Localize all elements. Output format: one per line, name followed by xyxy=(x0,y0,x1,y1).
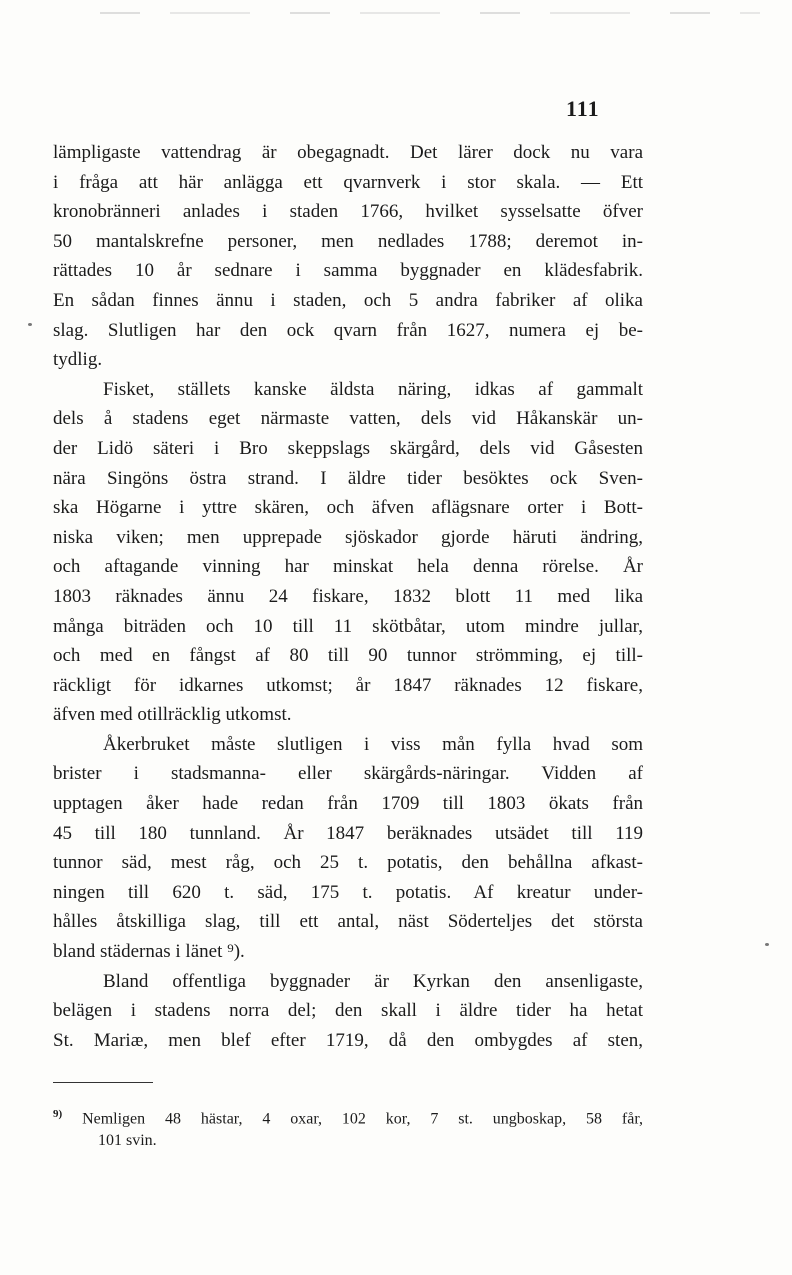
footnote-line xyxy=(53,1103,643,1130)
text-line: niska viken; men upprepade sjöskador gjorde häruti ändring, xyxy=(53,526,643,548)
text-line: hålles åtskilliga slag, till ett antal, näst Söderteljes det största xyxy=(53,911,643,933)
text-line: kronobränneri anlades i staden 1766, hvilket sysselsatte öfver xyxy=(53,201,643,223)
text-line: upptagen åker hade redan från 1709 till 1803 ökats från xyxy=(53,793,643,815)
text-line: dels å stadens eget närmaste vatten, dels vid Håkanskär un- xyxy=(53,408,643,430)
text-line: lämpligaste vattendrag är obegagnadt. Det lärer dock nu vara xyxy=(53,142,643,163)
text-line: tydlig. xyxy=(53,349,103,371)
paragraph-start-line: Åkerbruket måste slutligen i viss mån fylla hvad som xyxy=(103,733,643,755)
footnote-divider xyxy=(53,1082,153,1083)
text-line: St. Mariæ, men blef efter 1719, då den ombygdes af sten, xyxy=(53,1029,643,1051)
page-edge-shadow xyxy=(100,12,760,14)
text-line: räckligt för idkarnes utkomst; år 1847 räknades 12 fiskare, xyxy=(53,674,643,696)
paper-speck xyxy=(765,943,769,946)
footnote-mark: 9) xyxy=(53,1108,63,1120)
text-line: brister i stadsmanna- eller skärgårds-näringar. Vidden af xyxy=(53,763,643,785)
body-text xyxy=(53,138,643,1055)
footnote-line: 101 svin. xyxy=(98,1132,157,1150)
text-line: ningen till 620 t. säd, 175 t. potatis. Af kreatur under- xyxy=(53,881,643,903)
text-line: i fråga att här anlägga ett qvarnverk i stor skala. — Ett xyxy=(53,171,643,193)
text-line: 45 till 180 tunnland. År 1847 beräknades utsädet till 119 xyxy=(53,822,643,844)
text-line: 1803 räknades ännu 24 fiskare, 1832 blott 11 med lika xyxy=(53,585,643,607)
text-line: tunnor säd, mest råg, och 25 t. potatis, den behållna afkast- xyxy=(53,852,643,874)
text-line: 50 mantalskrefne personer, men nedlades 1788; deremot in- xyxy=(53,230,643,252)
paragraph-start-line: Bland offentliga byggnader är Kyrkan den ansenligaste, xyxy=(103,970,643,992)
text-line: och med en fångst af 80 till 90 tunnor strömming, ej till- xyxy=(53,645,643,667)
text-line: slag. Slutligen har den ock qvarn från 1627, numera ej be- xyxy=(53,319,643,341)
text-line: bland städernas i länet ⁹). xyxy=(53,941,245,963)
text-line: många biträden och 10 till 11 skötbåtar, utom mindre jullar, xyxy=(53,615,643,637)
paragraph-start-line: Fisket, ställets kanske äldsta näring, idkas af gammalt xyxy=(103,378,643,400)
text-line: rättades 10 år sednare i samma byggnader en klädesfabrik. xyxy=(53,260,643,282)
text-line: äfven med otillräcklig utkomst. xyxy=(53,704,292,726)
text-line: belägen i stadens norra del; den skall i äldre tider ha hetat xyxy=(53,1000,643,1022)
text-line: En sådan finnes ännu i staden, och 5 andra fabriker af olika xyxy=(53,289,643,311)
text-line: och aftagande vinning har minskat hela denna rörelse. År xyxy=(53,556,643,578)
text-line: nära Singöns östra strand. I äldre tider besöktes ock Sven- xyxy=(53,467,643,489)
page-number: 111 xyxy=(566,96,600,121)
footnote-text: Nemligen 48 hästar, 4 oxar, 102 kor, 7 st. ungboskap, 58 får, xyxy=(82,1110,644,1128)
footnote xyxy=(53,1103,643,1152)
text-line: der Lidö säteri i Bro skeppslags skärgård, dels vid Gåsesten xyxy=(53,437,643,459)
text-line: ska Högarne i yttre skären, och äfven aflägsnare orter i Bott- xyxy=(53,497,643,519)
paper-speck xyxy=(28,323,32,326)
